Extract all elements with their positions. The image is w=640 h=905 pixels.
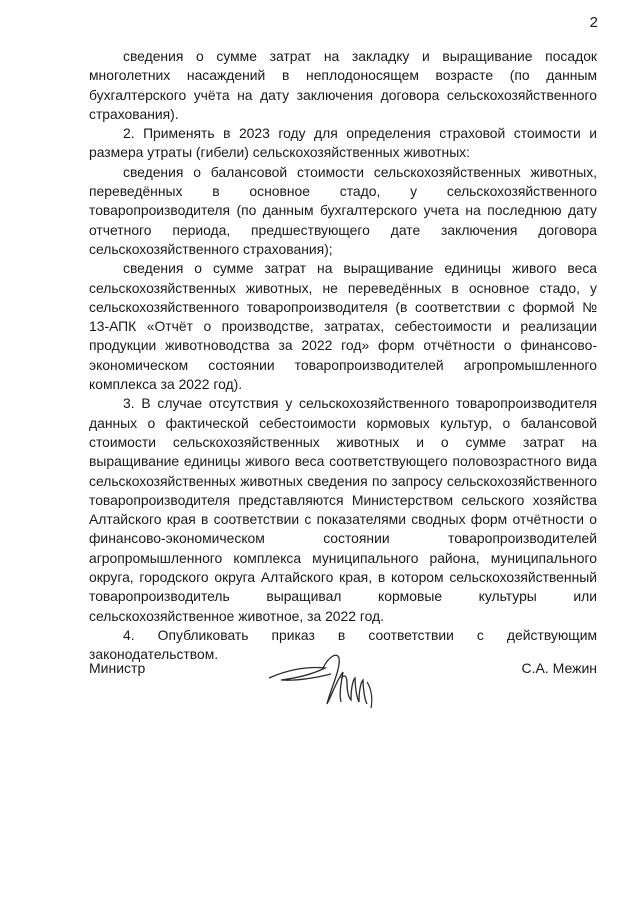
document-body: [89, 47, 597, 665]
page-number: 2: [589, 14, 598, 31]
paragraph-item-4: 4. Опубликовать приказ в соответствии с действующим законодательством.: [89, 626, 597, 663]
signature-block: [89, 654, 597, 714]
signatory-title: Министр: [89, 660, 146, 676]
signatory-name: С.А. Межин: [521, 660, 597, 676]
handwritten-signature: [267, 648, 397, 718]
paragraph-growing-costs: сведения о сумме затрат на выращивание единицы живого веса сельскохозяйственных животных, не переведённых в основное стадо, у сельскохозяйственного товаропроизводителя (в соответствии с формой № 13-АПК «Отчёт о производстве, затратах, себестоимости и реализации продукции животноводства за 2022 год» форм отчётности о финансово-экономическом состоянии товаропроизводителей агропромышленного комплекса за 2022 год).: [89, 260, 597, 393]
paragraph-balance-value: сведения о балансовой стоимости сельскохозяйственных животных, переведённых в основное стадо, у сельскохозяйственного товаропроизводителя (по данным бухгалтерского учета на последнюю дату отчетного периода, предшествующего дате заключения договора сельскохозяйственного страхования);: [89, 163, 597, 257]
paragraph-orchards-costs: сведения о сумме затрат на закладку и выращивание посадок многолетних насаждений в неплодоносящем возрасте (по данным бухгалтерского учёта на дату заключения договора сельскохозяйственного страхования).: [89, 48, 597, 122]
paragraph-item-3: 3. В случае отсутствия у сельскохозяйственного товаропроизводителя данных о фактической себестоимости кормовых культур, о балансовой стоимости сельскохозяйственных животных и о сумме затрат на выращивание единицы живого веса соответствующего половозрастного вида сельскохозяйственных животных сведения по запросу сельскохозяйственного товаропроизводителя представляются Министерством сельского хозяйства Алтайского края в соответствии с показателями сводных форм отчётности о финансово-экономическом состоянии товаропроизводителей агропромышленного комплекса муниципального района, муниципального округа, городского округа Алтайского края, в котором сельскохозяйственный товаропроизводитель выращивал кормовые культуры или сельскохозяйственное животное, за 2022 год.: [89, 395, 597, 624]
paragraph-item-2: 2. Применять в 2023 году для определения страховой стоимости и размера утраты (гибели) сельскохозяйственных животных:: [89, 125, 597, 161]
